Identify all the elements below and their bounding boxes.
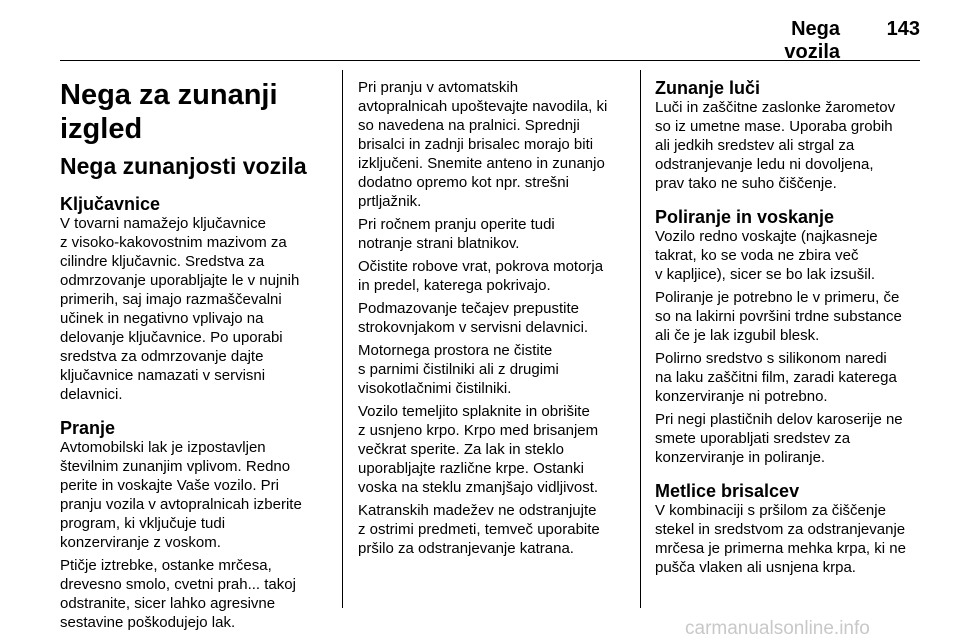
column-3	[655, 78, 923, 581]
header-rule	[60, 60, 920, 61]
column-divider-1	[342, 70, 343, 608]
text-line: delavnici.	[60, 386, 123, 403]
paragraph	[358, 299, 626, 337]
running-header-title: Nega vozila	[784, 18, 840, 63]
text-line: pranju vozila v avtopralnicah izberite	[60, 496, 302, 513]
text-line: odmrzovanje uporabljajte le v nujnih	[60, 272, 300, 289]
paragraph	[655, 227, 923, 284]
text-line: izključeni. Snemite anteno in zunanjo	[358, 155, 605, 172]
paragraph	[655, 349, 923, 406]
text-line: odstranjevanje ledu ni dovoljena,	[655, 156, 874, 173]
text-line: na laku zaščitni film, zaradi katerega	[655, 369, 897, 386]
paragraph	[655, 501, 923, 577]
text-line: številnim zunanjim vplivom. Redno	[60, 458, 291, 475]
paragraph	[655, 410, 923, 467]
text-line: visokotlačnimi čistilniki.	[358, 380, 512, 397]
column-divider-2	[640, 70, 641, 608]
text-line: program, ki vključuje tudi	[60, 515, 226, 532]
paragraph	[358, 257, 626, 295]
section-heading: Nega zunanjosti vozila	[60, 153, 307, 179]
text-line: ali če je lak izgubil blesk.	[655, 327, 820, 344]
text-line: smete uporabljati sredstev za	[655, 430, 851, 447]
text-line: odstranite, sicer lahko agresivne	[60, 595, 276, 612]
text-line: delovanje ključavnice. Po uporabi	[60, 329, 283, 346]
text-line: so navedena na pralnici. Sprednji	[358, 117, 580, 134]
text-line: mrčesa je primerna mehka krpa, ki ne	[655, 540, 906, 557]
text-line: perite in voskajte Vaše vozilo. Pri	[60, 477, 279, 494]
text-line: Katranskih madežev ne odstranjujte	[358, 502, 597, 519]
text-line: notranje strani blatnikov.	[358, 235, 520, 252]
text-line: prtljažnik.	[358, 193, 422, 210]
text-line: dodatno opremo kot npr. strešni	[358, 174, 569, 191]
text-line: uporabljajte različne krpe. Ostanki	[358, 460, 584, 477]
paragraph	[655, 288, 923, 345]
text-line: konzerviranje in poliranje.	[655, 449, 826, 466]
text-line: konzerviranje ni potrebno.	[655, 388, 828, 405]
text-line: Pri negi plastičnih delov karoserije ne	[655, 411, 903, 428]
subheading-metlice: Metlice brisalcev	[655, 481, 800, 501]
text-line: večkrat sperite. Za lak in steklo	[358, 441, 564, 458]
paragraph	[60, 438, 328, 552]
text-line: pršilo za odstranjevanje katrana.	[358, 540, 574, 557]
text-line: Avtomobilski lak je izpostavljen	[60, 439, 266, 456]
text-line: Poliranje je potrebno le v primeru, če	[655, 289, 900, 306]
paragraph	[60, 214, 328, 404]
text-line: ali jedkih sredstev ali strgal za	[655, 137, 855, 154]
text-line: takrat, ko se voda ne zbira več	[655, 247, 859, 264]
text-line: Ptičje iztrebke, ostanke mrčesa,	[60, 557, 272, 574]
paragraph	[358, 501, 626, 558]
text-line: V kombinaciji s pršilom za čiščenje	[655, 502, 886, 519]
text-line: s parnimi čistilniki ali z drugimi	[358, 361, 559, 378]
subheading-zunanje-luci: Zunanje luči	[655, 78, 761, 98]
text-line: Očistite robove vrat, pokrova motorja	[358, 258, 604, 275]
paragraph	[358, 215, 626, 253]
text-line: Pri pranju v avtomatskih	[358, 79, 519, 96]
text-line: učinek in negativno vplivajo na	[60, 310, 264, 327]
text-line: Pri ročnem pranju operite tudi	[358, 216, 555, 233]
chapter-heading: Nega za zunanji izgled	[60, 79, 278, 145]
text-line: z ostrimi predmeti, temveč uporabite	[358, 521, 600, 538]
text-line: Motornega prostora ne čistite	[358, 342, 553, 359]
page-number: 143	[886, 18, 920, 40]
text-line: sestavine poškodujejo lak.	[60, 614, 236, 631]
paragraph	[60, 556, 328, 632]
text-line: avtopralnicah upoštevajte navodila, ki	[358, 98, 608, 115]
paragraph	[358, 78, 626, 211]
column-1	[60, 78, 328, 636]
paragraph	[358, 402, 626, 497]
text-line: Vozilo redno voskajte (najkasneje	[655, 228, 878, 245]
text-line: z usnjeno krpo. Krpo med brisanjem	[358, 422, 599, 439]
text-line: konzerviranje z voskom.	[60, 534, 221, 551]
text-line: drevesno smolo, cvetni prah... takoj	[60, 576, 296, 593]
text-line: sredstva za odmrzovanje dajte	[60, 348, 264, 365]
text-line: pušča vlaken ali usnjena krpa.	[655, 559, 856, 576]
watermark: carmanualsonline.info	[685, 618, 870, 639]
text-line: ključavnice namazati v servisni	[60, 367, 266, 384]
text-line: prav tako ne suho čiščenje.	[655, 175, 837, 192]
text-line: cilindre ključavnic. Sredstva za	[60, 253, 265, 270]
text-line: so na lakirni površini trdne substance	[655, 308, 902, 325]
subheading-poliranje: Poliranje in voskanje	[655, 207, 835, 227]
text-line: Luči in zaščitne zaslonke žarometov	[655, 99, 896, 116]
column-2	[358, 78, 626, 562]
text-line: Podmazovanje tečajev prepustite	[358, 300, 579, 317]
subheading-kljucavnice: Ključavnice	[60, 194, 161, 214]
text-line: z visoko-kakovostnim mazivom za	[60, 234, 287, 251]
text-line: V tovarni namažejo ključavnice	[60, 215, 266, 232]
text-line: in predel, katerega pokrivajo.	[358, 277, 551, 294]
text-line: strokovnjakom v servisni delavnici.	[358, 319, 589, 336]
paragraph	[358, 341, 626, 398]
text-line: voska na steklu zmanjšajo vidljivost.	[358, 479, 599, 496]
text-line: brisalci in zadnji brisalec morajo biti	[358, 136, 594, 153]
paragraph	[655, 98, 923, 193]
text-line: primerih, saj imajo razmaščevalni	[60, 291, 282, 308]
text-line: Vozilo temeljito splaknite in obrišite	[358, 403, 590, 420]
text-line: so iz umetne mase. Uporaba grobih	[655, 118, 893, 135]
subheading-pranje: Pranje	[60, 418, 116, 438]
text-line: v kapljice), sicer se bo lak izsušil.	[655, 266, 876, 283]
text-line: stekel in sredstvom za odstranjevanje	[655, 521, 906, 538]
text-line: Polirno sredstvo s silikonom naredi	[655, 350, 887, 367]
